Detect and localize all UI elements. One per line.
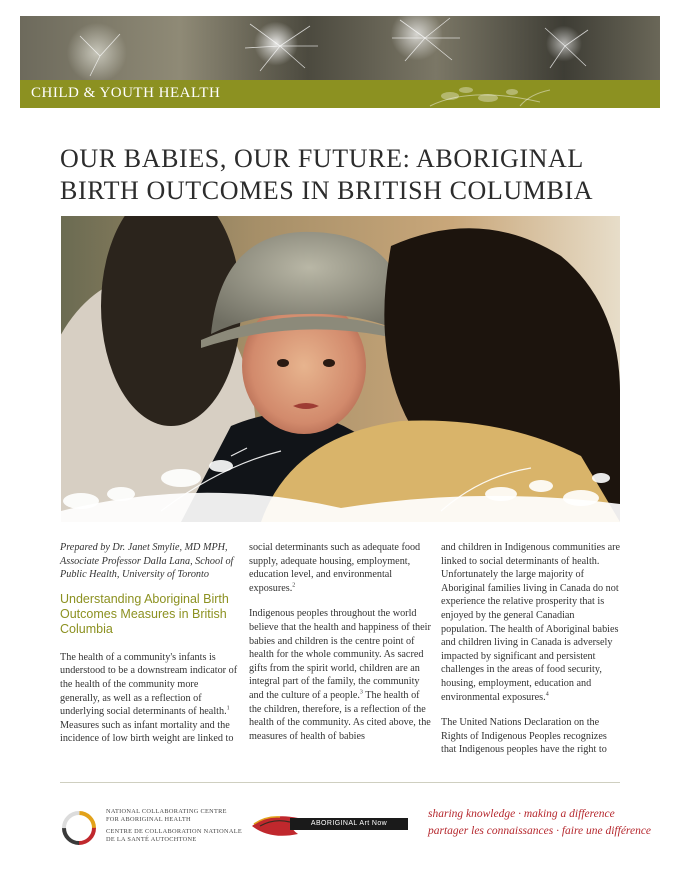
nccah-name: NATIONAL COLLABORATING CENTRE FOR ABORIGINAL HEALTH CENTRE DE COLLABORATION NATIONALE DE LA SANTÉ AUTOCHTONE xyxy=(106,808,242,843)
photo-illustration xyxy=(61,216,620,522)
nccah-logo-icon xyxy=(59,808,99,848)
footnote-ref: 2 xyxy=(292,582,296,589)
document-title xyxy=(60,143,640,207)
paragraph: social determinants such as adequate food supply, adequate housing, employment, education level, and environmental exposures.$^2$ xyxy=(249,542,421,594)
section-subheading: Understanding Aboriginal Birth Outcomes Measures in British Columbia xyxy=(60,591,229,636)
text-column-1 xyxy=(60,541,240,746)
header-banner xyxy=(20,16,660,108)
author-byline: Prepared by Dr. Janet Smylie, MD MPH, Associate Professor Dalla Lana, School of Public Health, University of Toronto xyxy=(60,542,234,581)
section-title: CHILD & YOUTH HEALTH xyxy=(31,85,221,101)
text-column-3 xyxy=(441,541,623,757)
paragraph: and children in Indigenous communities are linked to social determinants of health. Unfortunately the large majority of Aboriginal families living in Canada do not experience the relative prosperity that is enjoyed by the general Canadian population. The health of Aboriginal babies and children living in Canada is adversely impacted by significant and persistent challenges in the areas of food security, housing, employment, education and environmental exposures.$^4$ xyxy=(441,542,621,703)
paragraph: The health of a community's infants is understood to be a downstream indicator of the health of the community more generally, as well as a reflection of underlying social determinants of health.$^1$ Measures such as infant mortality and the incidence of low birth weight are linked to xyxy=(60,651,238,745)
footer-divider xyxy=(60,782,620,783)
footnote-ref: 3 xyxy=(359,689,363,696)
paragraph: The United Nations Declaration on the Rights of Indigenous Peoples recognizes that Indigenous peoples have the right to xyxy=(441,717,607,756)
child-photo xyxy=(61,216,620,522)
title-line-1: OUR BABIES, OUR FUTURE: ABORIGINAL xyxy=(60,144,584,173)
tagline-english: sharing knowledge · making a difference xyxy=(428,808,615,820)
footnote-ref: 4 xyxy=(545,691,549,698)
paragraph: Indigenous peoples throughout the world believe that the health and happiness of their babies and children is the centre point of health for the whole community. As sacred gifts from the spirit world, children are an integral part of the family, the community and the culture of a people.$^3$ The health of the children, therefore, is a reflection of the health of the community. As cited above, the measures of health of babies xyxy=(249,608,431,742)
aboriginal-art-now-label: ABORIGINAL Art Now xyxy=(290,818,408,830)
footnote-ref: 1 xyxy=(226,705,230,712)
text-column-2 xyxy=(249,541,431,743)
tagline-french: partager les connaissances · faire une différence xyxy=(428,825,652,837)
title-line-2: BIRTH OUTCOMES IN BRITISH COLUMBIA xyxy=(60,176,594,205)
